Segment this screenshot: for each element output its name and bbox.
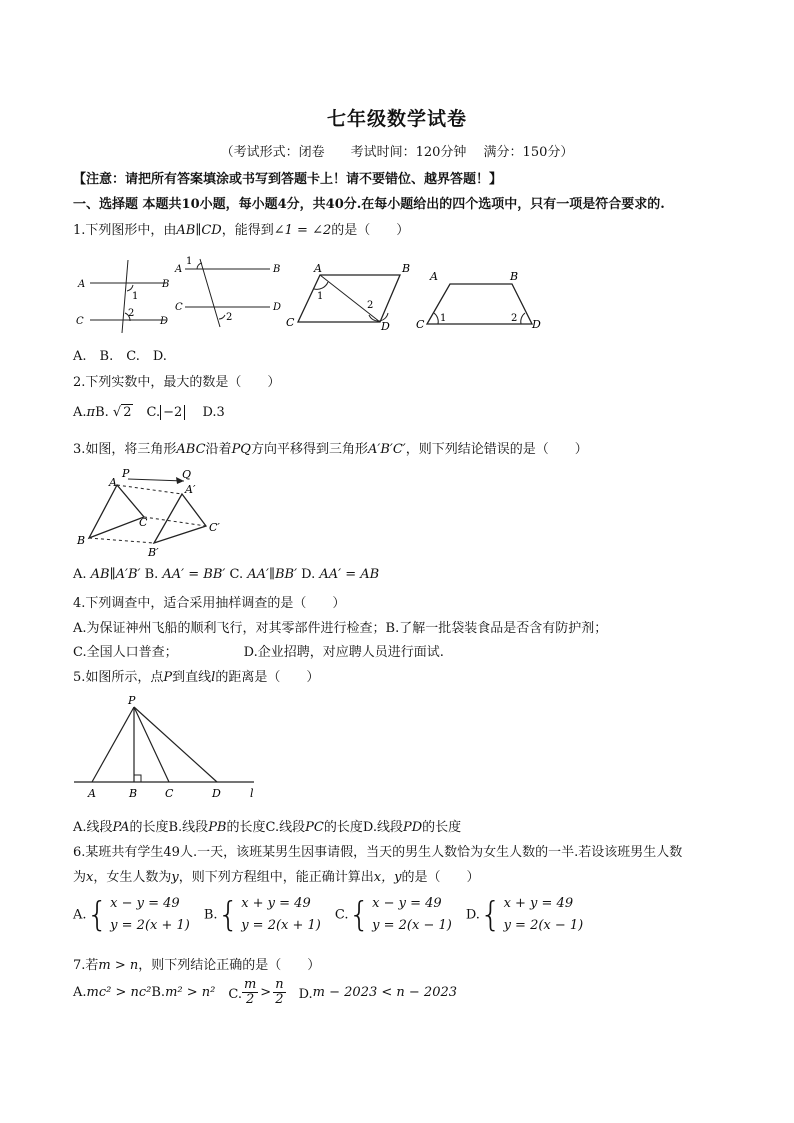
q3-label-b: B [77, 534, 86, 547]
q5-option-b-pre: B.线段 [168, 820, 209, 835]
q2-option-b-sqrt: √ 2 [112, 405, 132, 420]
q1-figure-c [298, 275, 400, 322]
q7-option-c-num2: n [275, 977, 284, 992]
q3-option-c-math: AA′∥BB′ [247, 567, 298, 582]
section-1-header: 一、选择题 本题共10小题，每小题4分，共40分.在每小题给出的四个选项中，只有一项是符合要求的. [73, 197, 665, 212]
q1c-label-c: C [286, 316, 295, 329]
q1-stem-math2: ∠1 = ∠2 [273, 223, 332, 238]
q1a-transversal [122, 260, 128, 333]
q5-stem-prefix: 5.如图所示，点 [73, 670, 164, 685]
q6-stem-c: ，则下列方程组中，能正确计算出 [178, 870, 374, 885]
q1c-label-d: D [381, 320, 390, 333]
q7-option-b-label: B. [151, 985, 166, 1000]
q3-option-d-label: D. [297, 567, 320, 582]
q5-label-a: A [88, 787, 96, 800]
q1a-label-d: D [160, 316, 169, 327]
q7-option-c-op: > [260, 985, 272, 1000]
q7-option-a-label: A. [73, 985, 87, 1000]
q3-label-c2: C′ [209, 521, 220, 534]
q5-l: l [211, 670, 216, 685]
q6-option-b-eq1: x + y = 49 [241, 896, 311, 911]
q7-option-c-frac-m [242, 978, 258, 1007]
q7-option-c-num1: m [243, 977, 257, 992]
q5-option-a-pre: A.线段 [73, 820, 113, 835]
q5-option-b-math: PB [208, 820, 227, 835]
q5-segment-pd [134, 707, 217, 782]
q6-stem-b: ，女生人数为 [93, 870, 172, 885]
q5-option-d-math: PD [402, 820, 423, 835]
q6-option-a-label: A. [73, 907, 87, 923]
q6-option-b-label: B. [203, 907, 218, 923]
q7-option-c-den2: 2 [275, 992, 284, 1007]
q7-stem-prefix: 7.若 [73, 958, 99, 973]
q1a-label-2: 2 [128, 308, 135, 319]
q3-options [73, 567, 379, 582]
q3-option-a-label: A. [73, 567, 91, 582]
q2-stem: 2.下列实数中，最大的数是（ ） [73, 375, 281, 390]
q6-option-a-brace: { [86, 895, 109, 935]
q6-option-a-system [87, 893, 190, 937]
q1c-parallelogram [298, 275, 400, 322]
q2-option-b-value: 2 [123, 405, 132, 420]
q6-option-c-eq2: y = 2(x − 1) [372, 918, 452, 933]
q3-label-a: A [109, 476, 117, 489]
q1c-label-1: 1 [317, 291, 324, 302]
q5-p: P [163, 670, 173, 685]
q1d-angle1-arc [434, 313, 438, 324]
q1c-diagonal [320, 275, 380, 322]
q5-stem-suffix: 的距离是（ ） [215, 670, 320, 685]
q6-stem-line-1: 6.某班共有学生49人.一天，该班某男生因事请假，当天的男生人数恰为女生人数的一半.若设该班男生人数 [73, 845, 683, 860]
q1c-label-b: B [402, 262, 411, 275]
q6-stem-a: 为 [73, 870, 87, 885]
q3-stem [73, 438, 588, 457]
q7-condition: m > n [98, 958, 139, 973]
q6-stem-d: 的是（ ） [401, 870, 480, 885]
q6-option-d [466, 893, 583, 937]
q3-stem-mid2: 方向平移得到三角形 [250, 442, 368, 457]
q5-option-a-math: PA [112, 820, 130, 835]
q3-dash-aa [117, 485, 182, 494]
q3-option-b-label: B. [140, 567, 163, 582]
q5-figure [72, 693, 272, 803]
q3-label-c: C [139, 516, 148, 529]
q1d-label-2: 2 [511, 313, 518, 324]
q6-stem-line-2 [73, 866, 479, 885]
q5-option-c-post: 的长度 [323, 820, 363, 835]
q5-label-d: D [212, 787, 221, 800]
q5-option-a-post: 的长度 [129, 820, 169, 835]
q1-figures [70, 255, 560, 335]
q5-label-b: B [129, 787, 138, 800]
q3-abc2: A′B′C′ [367, 442, 406, 457]
q5-right-angle-mark [134, 775, 141, 782]
q1-stem-mid: ，能得到 [221, 223, 274, 238]
q4-options-line-2 [73, 641, 444, 660]
q5-label-c: C [165, 787, 174, 800]
q1b-label-b: B [273, 264, 281, 275]
q1d-label-1: 1 [440, 313, 447, 324]
q2-option-c-value: −2 [160, 405, 185, 420]
q5-label-p: P [128, 694, 136, 707]
q5-option-d-post: 的长度 [422, 820, 462, 835]
q5-option-d-pre: D.线段 [362, 820, 403, 835]
q6-xy: x，y [373, 870, 402, 885]
q5-option-c-pre: C.线段 [265, 820, 306, 835]
q5-stem [73, 666, 319, 685]
q3-dash-bb [89, 538, 154, 543]
q6-option-c-label: C. [334, 907, 349, 923]
q6-option-b-brace: { [217, 895, 240, 935]
q6-option-c-system [349, 893, 452, 937]
q1c-label-a: A [314, 262, 322, 275]
q6-option-d-system [480, 893, 583, 937]
q2-option-b-label: B. [95, 405, 109, 420]
q1b-label-2: 2 [226, 312, 233, 323]
q1-stem-math: AB∥CD [176, 223, 222, 238]
q7-option-a-math: mc² > nc² [86, 985, 152, 1000]
exam-subtitle: （考试形式：闭卷 考试时间：120分钟 满分：150分） [220, 145, 574, 160]
q3-triangle-abc [89, 485, 144, 538]
q6-options [73, 893, 583, 937]
q1-figure-a [90, 260, 169, 333]
q2-option-c-label: C. [146, 405, 161, 420]
q3-label-q: Q [182, 468, 192, 481]
q2-option-d: D.3 [202, 405, 225, 420]
q6-option-c-eq1: x − y = 49 [372, 896, 442, 911]
q1d-angle2-arc [521, 313, 525, 324]
q6-option-b-system [218, 893, 321, 937]
q1b-label-a: A [175, 264, 183, 275]
q1a-label-b: B [162, 279, 170, 290]
q6-y: y [171, 870, 179, 885]
q6-option-c [335, 893, 452, 937]
q3-option-b-math: AA′ = BB′ [162, 567, 226, 582]
q5-stem-mid: 到直线 [172, 670, 212, 685]
q3-figure [72, 464, 232, 562]
q7-option-c-label: C. [215, 987, 242, 1002]
q3-pq: PQ [231, 442, 251, 457]
q6-option-c-brace: { [348, 895, 371, 935]
q6-option-d-eq2: y = 2(x − 1) [503, 918, 584, 933]
q3-abc: ABC [176, 442, 206, 457]
q5-options [73, 816, 461, 835]
q1b-angle2-arc [219, 315, 225, 319]
q1c-label-2: 2 [367, 300, 374, 311]
q1-stem-suffix: 的是（ ） [331, 223, 410, 238]
q1a-label-1: 1 [132, 291, 139, 302]
q1a-label-c: C [76, 316, 84, 327]
q6-option-d-label: D. [465, 907, 480, 923]
q6-option-b-eq2: y = 2(x + 1) [241, 918, 321, 933]
q3-option-a-math: AB∥A′B′ [90, 567, 141, 582]
q3-label-b2: B′ [148, 546, 159, 559]
q5-segment-pa [92, 707, 134, 782]
q7-option-c-den1: 2 [245, 992, 255, 1007]
exam-title: 七年级数学试卷 [326, 108, 467, 130]
q5-segment-pc [134, 707, 169, 782]
q3-arrow-pq [128, 479, 184, 481]
q6-option-a-eq1: x − y = 49 [110, 896, 180, 911]
q4-options-line-1: A.为保证神州飞船的顺利飞行，对其零部件进行检查；B.了解一批袋装食品是否含有防护剂； [73, 621, 608, 636]
q6-option-d-brace: { [479, 895, 502, 935]
q5-label-l: l [250, 787, 254, 800]
q5-option-b-post: 的长度 [226, 820, 266, 835]
q3-option-d-math: AA′ = AB [319, 567, 380, 582]
q7-stem [73, 954, 320, 973]
q7-option-d-label: D. [285, 987, 313, 1002]
q2-option-a-label: A. [73, 405, 87, 420]
q5-option-c-math: PC [305, 820, 324, 835]
q3-stem-prefix: 3.如图，将三角形 [73, 442, 177, 457]
q4-option-c: C.全国人口普查； [73, 645, 178, 660]
q6-x: x [86, 870, 94, 885]
q6-option-a-eq2: y = 2(x + 1) [110, 918, 190, 933]
q1b-label-1: 1 [186, 256, 193, 267]
q3-triangle-a2b2c2 [154, 494, 206, 543]
q4-option-d: D.企业招聘，对应聘人员进行面试. [243, 645, 444, 660]
q7-stem-suffix: ，则下列结论正确的是（ ） [138, 958, 321, 973]
q1-options: A. B. C. D. [73, 349, 167, 364]
q7-options [73, 978, 457, 1007]
q7-option-d-math: m − 2023 < n − 2023 [312, 985, 458, 1000]
q4-stem: 4.下列调查中，适合采用抽样调查的是（ ） [73, 596, 346, 611]
q1b-label-d: D [273, 302, 282, 313]
q1-stem [73, 219, 409, 238]
q3-dash-cc [144, 517, 206, 526]
q3-option-c-label: C. [225, 567, 248, 582]
notice: 【注意：请把所有答案填涂或书写到答题卡上！请不要错位、越界答题！】 [73, 172, 503, 187]
q6-option-a [73, 893, 190, 937]
q3-stem-mid: 沿着 [205, 442, 232, 457]
q1d-label-c: C [416, 318, 425, 331]
q2-options [73, 401, 225, 420]
q1d-label-a: A [430, 270, 438, 283]
q3-label-a2: A′ [185, 483, 196, 496]
q1a-label-a: A [78, 279, 86, 290]
q1-stem-prefix: 1.下列图形中，由 [73, 223, 177, 238]
q7-option-c-frac-n [273, 978, 285, 1007]
q1d-label-b: B [510, 270, 519, 283]
q6-option-d-eq1: x + y = 49 [503, 896, 574, 911]
q3-label-p: P [122, 467, 130, 480]
q1d-label-d: D [532, 318, 541, 331]
q2-option-a-value: π [86, 405, 96, 420]
q6-option-b [204, 893, 321, 937]
q3-stem-suffix: ，则下列结论错误的是（ ） [405, 442, 588, 457]
q7-option-b-math: m² > n² [165, 985, 216, 1000]
q1b-label-c: C [175, 302, 183, 313]
